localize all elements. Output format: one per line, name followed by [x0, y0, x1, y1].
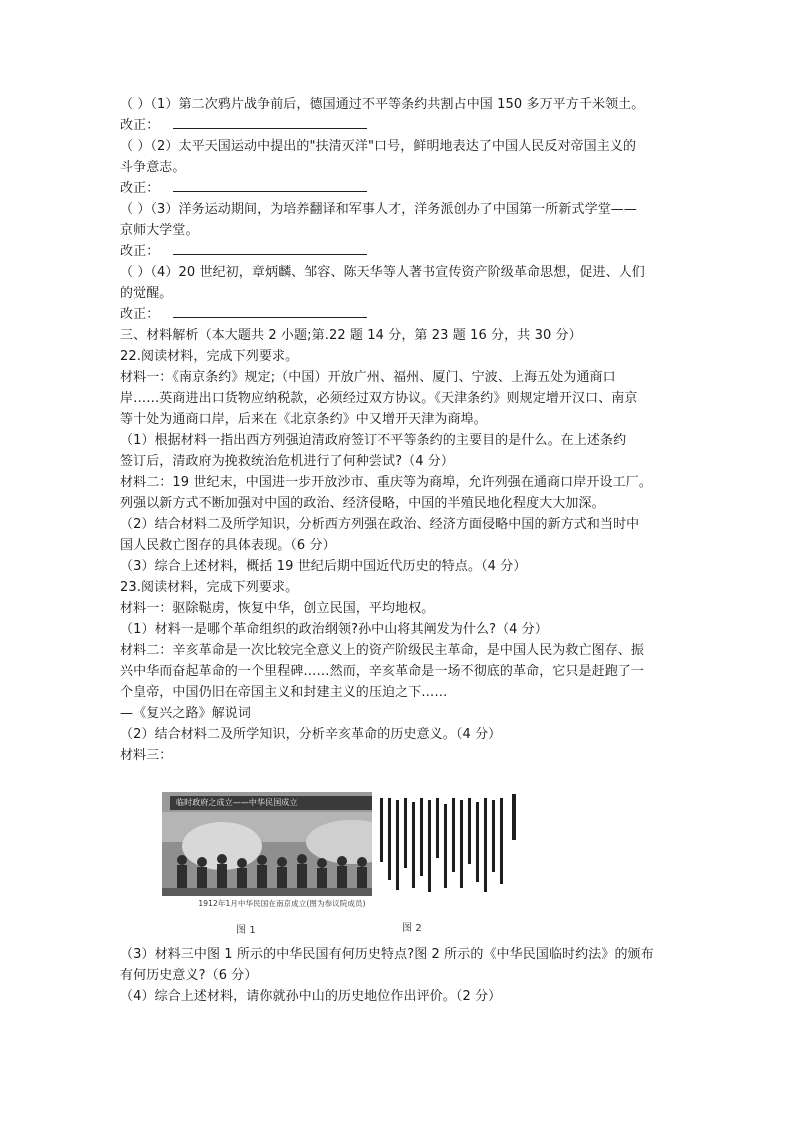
q22-sub2-line1: （2）结合材料二及所学知识，分析西方列强在政治、经济方面侵略中国的新方式和当时中	[120, 517, 640, 532]
judgment-3-fix	[120, 241, 680, 262]
q22-intro: 22.阅读材料，完成下列要求。	[120, 349, 299, 364]
judgment-item-4	[120, 262, 680, 325]
q23-sub1: （1）材料一是哪个革命组织的政治纲领?孙中山将其阐发为什么?（4 分）	[120, 622, 548, 637]
judgment-item-2	[120, 136, 680, 199]
q23-material1: 材料一：驱除鞑虏，恢复中华，创立民国，平均地权。	[120, 601, 435, 616]
page-content	[120, 94, 680, 1007]
figure-1-banner: 临时政府之成立——中华民国成立	[170, 796, 416, 810]
section-heading: 三、材料解析（本大题共 2 小题;第.22 题 14 分，第 23 题 16 分，共 30 分）	[120, 328, 582, 343]
q23-sub4: （4）综合上述材料，请你就孙中山的历史地位作出评价。（2 分）	[120, 989, 502, 1004]
figure-2	[372, 790, 542, 938]
fix-label: 改正：	[120, 244, 160, 259]
q23-sub2: （2）结合材料二及所学知识，分析辛亥革命的历史意义。（4 分）	[120, 727, 502, 742]
figure-2-constitution-document	[372, 790, 532, 912]
q22-material1-line3: 等十处为通商口岸，后来在《北京条约》中又增开天津为商埠。	[120, 412, 487, 427]
judgment-item-3	[120, 199, 680, 262]
judgment-3-text-line1: （ ）（3）洋务运动期间，为培养翻译和军事人才，洋务派创办了中国第一所新式学堂——	[120, 202, 638, 217]
fix-label: 改正：	[120, 118, 160, 133]
fix-label: 改正：	[120, 181, 160, 196]
q22-sub3: （3）综合上述材料，概括 19 世纪后期中国近代历史的特点。（4 分）	[120, 559, 527, 574]
q23-sub3-line1: （3）材料三中图 1 所示的中华民国有何历史特点?图 2 所示的《中华民国临时约法》的颁布	[120, 947, 654, 962]
q22-sub2-line2: 国人民救亡图存的具体表现。（6 分）	[120, 538, 336, 553]
judgment-2-text-line1: （ ）（2）太平天国运动中提出的"扶清灭洋"口号，鲜明地表达了中国人民反对帝国主义的	[120, 139, 637, 154]
answer-blank[interactable]	[173, 178, 367, 192]
answer-blank[interactable]	[173, 304, 367, 318]
judgment-4-fix	[120, 304, 680, 325]
judgment-3-text-line2: 京师大学堂。	[120, 223, 199, 238]
figure-1-label: 图 1	[236, 925, 256, 936]
q23-sub3-line2: 有何历史意义?（6 分）	[120, 968, 258, 983]
judgment-item-1	[120, 94, 680, 136]
q23-source: —《复兴之路》解说词	[120, 706, 252, 721]
q22-material1-line2: 岸……英商进出口货物应纳税款，必须经过双方协议。《天津条约》则规定增开汉口、南京	[120, 391, 638, 406]
judgment-1-fix	[120, 115, 680, 136]
judgment-4-text-line2: 的觉醒。	[120, 286, 173, 301]
q23-material2-line1: 材料二：辛亥革命是一次比较完全意义上的资产阶级民主革命，是中国人民为救亡图存、振	[120, 643, 645, 658]
question-23	[120, 577, 680, 1007]
q23-material3-label: 材料三：	[120, 748, 173, 763]
q23-material2-line3: 个皇帝，中国仍旧在帝国主义和封建主义的压迫之下……	[120, 685, 448, 700]
material3-figures	[120, 772, 680, 942]
figure-1-caption: 1912年1月中华民国在南京成立(图为参议院成员)	[198, 899, 366, 908]
fix-label: 改正：	[120, 307, 160, 322]
q22-material2-line1: 材料二：19 世纪末，中国进一步开放沙市、重庆等为商埠，允许列强在通商口岸开设工厂。	[120, 475, 652, 490]
answer-blank[interactable]	[173, 241, 367, 255]
figure-2-label: 图 2	[402, 923, 422, 934]
q22-sub1-line1: （1）根据材料一指出西方列强迫清政府签订不平等条约的主要目的是什么。在上述条约	[120, 433, 627, 448]
q23-intro: 23.阅读材料，完成下列要求。	[120, 580, 299, 595]
answer-blank[interactable]	[173, 115, 367, 129]
q22-material2-line2: 列强以新方式不断加强对中国的政治、经济侵略，中国的半殖民地化程度大大加深。	[120, 496, 605, 511]
q22-material1-line1: 材料一：《南京条约》规定;（中国）开放广州、福州、厦门、宁波、上海五处为通商口	[120, 370, 616, 385]
judgment-2-text-line2: 斗争意志。	[120, 160, 186, 175]
judgment-4-text-line1: （ ）（4）20 世纪初，章炳麟、邹容、陈天华等人著书宣传资产阶级革命思想，促进、人们	[120, 265, 645, 280]
judgment-1-text: （ ）（1）第二次鸦片战争前后，德国通过不平等条约共割占中国 150 多万平方千米领土。	[120, 97, 645, 112]
question-22	[120, 346, 680, 577]
judgment-2-fix	[120, 178, 680, 199]
q22-sub1-line2: 签订后，清政府为挽救统治危机进行了何种尝试?（4 分）	[120, 454, 455, 469]
q23-material2-line2: 兴中华而奋起革命的一个里程碑……然而，辛亥革命是一场不彻底的革命，它只是赶跑了一	[120, 664, 645, 679]
